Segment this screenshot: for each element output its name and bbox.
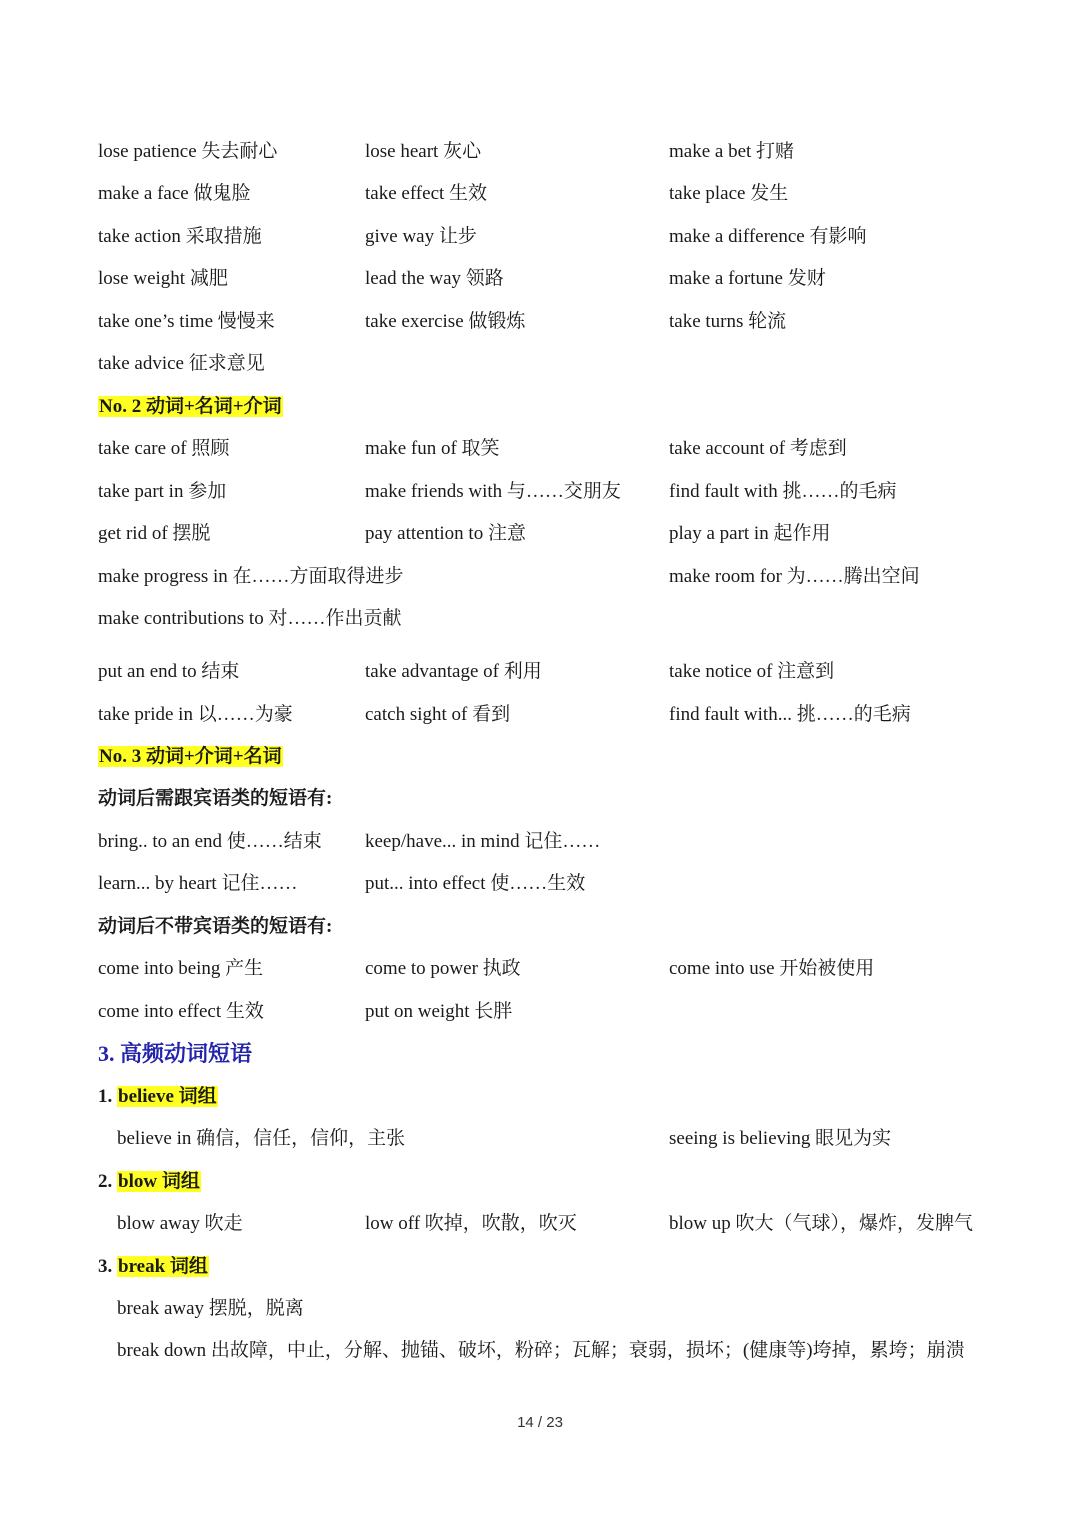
phrase: pay attention to 注意 <box>365 523 526 544</box>
phrase: take advantage of 利用 <box>365 661 542 682</box>
phrase: take one’s time 慢慢来 <box>98 311 275 332</box>
phrase-row <box>0 1207 1080 1241</box>
phrase: believe in 确信，信任，信仰，主张 <box>117 1128 406 1149</box>
phrase: break away 摆脱，脱离 <box>117 1298 304 1319</box>
phrase-row <box>0 1334 1080 1368</box>
phrase: take turns 轮流 <box>669 311 787 332</box>
phrase: find fault with... 挑……的毛病 <box>669 704 911 725</box>
phrase: make friends with 与……交朋友 <box>365 481 621 502</box>
subheading: 动词后不带宾语类的短语有: <box>98 916 333 937</box>
phrase: take action 采取措施 <box>98 226 262 247</box>
phrase: put an end to 结束 <box>98 661 240 682</box>
group-number: 2. <box>98 1171 113 1192</box>
phrase: blow away 吹走 <box>117 1213 243 1234</box>
phrase: come into being 产生 <box>98 958 264 979</box>
phrase: keep/have... in mind 记住…… <box>365 831 601 852</box>
phrase: lead the way 领路 <box>365 268 504 289</box>
group-heading <box>98 1080 218 1114</box>
phrase-row <box>0 952 1080 986</box>
phrase: make a difference 有影响 <box>669 226 867 247</box>
phrase: make a bet 打赌 <box>669 141 795 162</box>
highlighted-group-label: break 词组 <box>118 1256 208 1277</box>
phrase: put on weight 长胖 <box>365 1001 513 1022</box>
phrase: come into effect 生效 <box>98 1001 264 1022</box>
phrase: lose patience 失去耐心 <box>98 141 278 162</box>
phrase: low off 吹掉，吹散，吹灭 <box>365 1213 577 1234</box>
highlighted-heading: No. 3 动词+介词+名词 <box>99 746 282 767</box>
phrase: take account of 考虑到 <box>669 438 847 459</box>
phrase: play a part in 起作用 <box>669 523 831 544</box>
highlighted-group-label: believe 词组 <box>118 1086 217 1107</box>
phrase-row <box>0 867 1080 901</box>
phrase: take advice 征求意见 <box>98 353 265 374</box>
phrase-row <box>0 220 1080 254</box>
subsection-heading <box>98 740 283 774</box>
phrase-row <box>0 602 1080 636</box>
phrase-row <box>0 135 1080 169</box>
phrase: lose heart 灰心 <box>365 141 482 162</box>
phrase: lose weight 减肥 <box>98 268 228 289</box>
phrase: bring.. to an end 使……结束 <box>98 831 322 852</box>
phrase-row <box>0 560 1080 594</box>
highlighted-group-label: blow 词组 <box>118 1171 200 1192</box>
phrase: make a face 做鬼脸 <box>98 183 251 204</box>
phrase: break down 出故障，中止，分解、抛锚、破坏，粉碎；瓦解；衰弱，损坏；(健康等)垮掉，累垮；崩溃 <box>117 1340 965 1361</box>
section-title: 3. 高频动词短语 <box>98 1041 253 1066</box>
group-number: 3. <box>98 1256 113 1277</box>
phrase: take part in 参加 <box>98 481 227 502</box>
phrase-row <box>0 698 1080 732</box>
phrase-row <box>0 305 1080 339</box>
phrase: take effect 生效 <box>365 183 488 204</box>
group-heading <box>98 1250 209 1284</box>
phrase: take notice of 注意到 <box>669 661 835 682</box>
phrase-row <box>0 177 1080 211</box>
page-number: 14 / 23 <box>517 1414 563 1431</box>
phrase: make a fortune 发财 <box>669 268 826 289</box>
highlighted-heading: No. 2 动词+名词+介词 <box>99 396 282 417</box>
phrase: take pride in 以……为豪 <box>98 704 293 725</box>
phrase: make progress in 在……方面取得进步 <box>98 566 404 587</box>
phrase-row <box>0 1292 1080 1326</box>
phrase-row <box>0 825 1080 859</box>
phrase: catch sight of 看到 <box>365 704 511 725</box>
phrase: blow up 吹大（气球），爆炸，发脾气 <box>669 1213 974 1234</box>
phrase-row <box>0 347 1080 381</box>
phrase-row <box>0 1122 1080 1156</box>
group-heading <box>98 1165 201 1199</box>
phrase: find fault with 挑……的毛病 <box>669 481 897 502</box>
phrase: make fun of 取笑 <box>365 438 500 459</box>
phrase: take exercise 做锻炼 <box>365 311 526 332</box>
phrase: learn... by heart 记住…… <box>98 873 298 894</box>
phrase: put... into effect 使……生效 <box>365 873 586 894</box>
phrase: make room for 为……腾出空间 <box>669 566 920 587</box>
phrase: come into use 开始被使用 <box>669 958 875 979</box>
group-number: 1. <box>98 1086 113 1107</box>
phrase: take care of 照顾 <box>98 438 230 459</box>
phrase: give way 让步 <box>365 226 477 247</box>
phrase-row <box>0 517 1080 551</box>
subheading: 动词后需跟宾语类的短语有: <box>98 788 333 809</box>
phrase-row <box>0 475 1080 509</box>
phrase-row <box>0 432 1080 466</box>
phrase: make contributions to 对……作出贡献 <box>98 608 402 629</box>
phrase: come to power 执政 <box>365 958 521 979</box>
phrase: seeing is believing 眼见为实 <box>669 1128 892 1149</box>
subsection-heading <box>98 390 283 424</box>
phrase: take place 发生 <box>669 183 789 204</box>
phrase-row <box>0 995 1080 1029</box>
phrase: get rid of 摆脱 <box>98 523 211 544</box>
phrase-row <box>0 655 1080 689</box>
phrase-row <box>0 262 1080 296</box>
